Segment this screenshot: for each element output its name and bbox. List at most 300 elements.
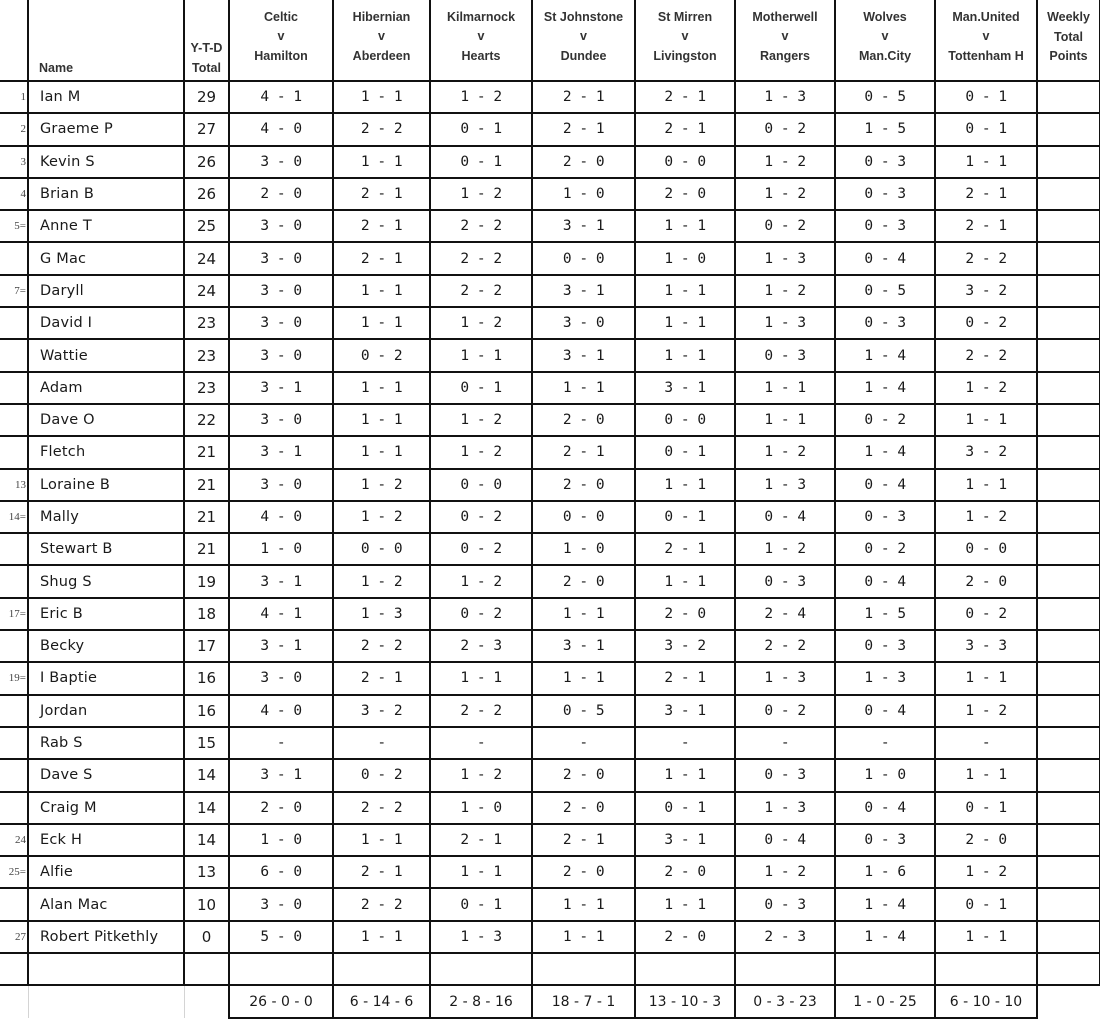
prediction-cell: 0 - 3 <box>735 339 835 371</box>
player-name: Daryll <box>28 275 184 307</box>
prediction-cell: 1 - 2 <box>935 695 1037 727</box>
prediction-cell: 0 - 3 <box>835 178 935 210</box>
blank-cell <box>835 953 935 985</box>
prediction-cell: 1 - 1 <box>635 307 735 339</box>
ytd-total: 23 <box>184 372 229 404</box>
prediction-cell: 1 - 1 <box>430 856 532 888</box>
weekly-points-cell <box>1037 436 1100 468</box>
prediction-cell: 1 - 1 <box>635 275 735 307</box>
prediction-cell: 2 - 1 <box>935 178 1037 210</box>
table-row <box>0 824 1100 856</box>
table-row <box>0 275 1100 307</box>
rank-cell <box>0 630 28 662</box>
player-rows <box>0 81 1100 953</box>
away-team: Hearts <box>461 48 501 63</box>
weekly-points-cell <box>1037 630 1100 662</box>
prediction-cell: 1 - 3 <box>735 242 835 274</box>
prediction-cell: 1 - 1 <box>333 275 430 307</box>
prediction-cell: 2 - 2 <box>333 630 430 662</box>
prediction-cell: 1 - 1 <box>935 404 1037 436</box>
rank-cell: 25= <box>0 856 28 888</box>
player-name: Dave S <box>28 759 184 791</box>
rank-cell: 19= <box>0 662 28 694</box>
prediction-cell: 2 - 2 <box>735 630 835 662</box>
ytd-total: 14 <box>184 824 229 856</box>
prediction-cell: 0 - 5 <box>835 275 935 307</box>
prediction-cell: 6 - 0 <box>229 856 333 888</box>
weekly-points-header <box>1037 0 1100 81</box>
home-team: Wolves <box>863 9 907 24</box>
totals-row <box>0 985 1100 1018</box>
rank-cell <box>0 888 28 920</box>
prediction-cell: 0 - 4 <box>835 242 935 274</box>
ytd-total: 26 <box>184 178 229 210</box>
prediction-cell: 3 - 0 <box>229 469 333 501</box>
prediction-cell: 3 - 0 <box>532 307 635 339</box>
prediction-cell: 0 - 1 <box>935 792 1037 824</box>
prediction-cell: 3 - 2 <box>935 436 1037 468</box>
prediction-cell: 3 - 1 <box>229 436 333 468</box>
prediction-cell: 1 - 2 <box>935 856 1037 888</box>
prediction-cell: 1 - 3 <box>735 792 835 824</box>
prediction-cell: 1 - 2 <box>430 404 532 436</box>
table-row <box>0 469 1100 501</box>
prediction-cell: 1 - 1 <box>635 759 735 791</box>
blank-cell <box>0 953 28 985</box>
rank-cell: 13 <box>0 469 28 501</box>
weekly-header-line2: Total <box>1054 29 1083 44</box>
prediction-cell: 0 - 1 <box>935 888 1037 920</box>
blank-cell <box>635 953 735 985</box>
prediction-cell: 1 - 4 <box>835 372 935 404</box>
prediction-cell: 1 - 1 <box>935 662 1037 694</box>
prediction-cell: 3 - 1 <box>635 824 735 856</box>
prediction-cell: 0 - 3 <box>835 501 935 533</box>
prediction-cell: 0 - 1 <box>430 113 532 145</box>
prediction-cell: 3 - 0 <box>229 307 333 339</box>
prediction-cell: 2 - 0 <box>532 565 635 597</box>
weekly-points-cell <box>1037 242 1100 274</box>
prediction-cell: 2 - 1 <box>333 662 430 694</box>
rank-cell: 17= <box>0 598 28 630</box>
weekly-points-cell <box>1037 888 1100 920</box>
prediction-cell: 3 - 2 <box>935 275 1037 307</box>
prediction-cell: 3 - 1 <box>229 759 333 791</box>
rank-cell: 5= <box>0 210 28 242</box>
prediction-cell: 3 - 2 <box>635 630 735 662</box>
table-row <box>0 146 1100 178</box>
prediction-cell: 2 - 1 <box>935 210 1037 242</box>
ytd-total: 22 <box>184 404 229 436</box>
prediction-cell: 1 - 1 <box>333 81 430 113</box>
blank-cell <box>184 953 229 985</box>
home-team: St Johnstone <box>543 9 624 24</box>
prediction-cell: 2 - 1 <box>333 210 430 242</box>
away-team: Livingston <box>653 48 717 63</box>
prediction-cell: 1 - 1 <box>532 921 635 953</box>
player-name: Eck H <box>28 824 184 856</box>
prediction-cell: 1 - 1 <box>735 404 835 436</box>
weekly-points-cell <box>1037 501 1100 533</box>
prediction-cell: 2 - 3 <box>735 921 835 953</box>
rank-cell <box>0 339 28 371</box>
table-row <box>0 339 1100 371</box>
prediction-cell: 3 - 3 <box>935 630 1037 662</box>
prediction-cell: 2 - 2 <box>430 275 532 307</box>
ytd-total: 19 <box>184 565 229 597</box>
weekly-header-line3: Points <box>1049 49 1088 63</box>
weekly-header-line1: Weekly <box>1047 10 1090 24</box>
match-total-2: 6 - 14 - 6 <box>333 985 430 1018</box>
prediction-cell: 1 - 2 <box>430 436 532 468</box>
prediction-cell: - <box>935 727 1037 759</box>
prediction-cell: 2 - 0 <box>532 759 635 791</box>
table-row <box>0 501 1100 533</box>
prediction-cell: 1 - 4 <box>835 888 935 920</box>
prediction-cell: 2 - 2 <box>430 695 532 727</box>
name-header: Name <box>28 0 184 81</box>
player-name: Becky <box>28 630 184 662</box>
prediction-cell: 2 - 0 <box>532 404 635 436</box>
match-total-8: 6 - 10 - 10 <box>935 985 1037 1018</box>
prediction-cell: 1 - 1 <box>333 436 430 468</box>
weekly-points-cell <box>1037 824 1100 856</box>
prediction-cell: 3 - 1 <box>635 372 735 404</box>
prediction-cell: 1 - 1 <box>532 372 635 404</box>
prediction-cell: 1 - 1 <box>333 921 430 953</box>
prediction-cell: 1 - 2 <box>333 469 430 501</box>
prediction-cell: 2 - 1 <box>635 113 735 145</box>
prediction-cell: 0 - 3 <box>835 210 935 242</box>
ytd-total: 16 <box>184 695 229 727</box>
prediction-cell: 1 - 1 <box>635 565 735 597</box>
table-row <box>0 210 1100 242</box>
ytd-total: 29 <box>184 81 229 113</box>
versus: v <box>277 29 285 44</box>
prediction-cell: 2 - 1 <box>532 824 635 856</box>
prediction-cell: 1 - 2 <box>333 565 430 597</box>
prediction-cell: 1 - 1 <box>333 824 430 856</box>
prediction-cell: 2 - 2 <box>333 888 430 920</box>
blank-cell <box>532 953 635 985</box>
ytd-total: 24 <box>184 242 229 274</box>
table-row <box>0 888 1100 920</box>
prediction-cell: 2 - 0 <box>635 598 735 630</box>
rank-cell: 3 <box>0 146 28 178</box>
prediction-cell: 2 - 0 <box>229 792 333 824</box>
match-header-1 <box>229 0 333 81</box>
prediction-cell: 1 - 2 <box>430 565 532 597</box>
prediction-cell: 1 - 5 <box>835 598 935 630</box>
prediction-cell: 1 - 0 <box>430 792 532 824</box>
ytd-total: 17 <box>184 630 229 662</box>
table-row <box>0 533 1100 565</box>
weekly-points-cell <box>1037 533 1100 565</box>
rank-cell <box>0 436 28 468</box>
prediction-cell: 0 - 2 <box>333 759 430 791</box>
table-row <box>0 436 1100 468</box>
rank-cell <box>0 242 28 274</box>
weekly-points-cell <box>1037 662 1100 694</box>
prediction-cell: 1 - 2 <box>430 178 532 210</box>
prediction-cell: 1 - 1 <box>635 210 735 242</box>
rank-cell: 4 <box>0 178 28 210</box>
prediction-cell: 1 - 2 <box>935 501 1037 533</box>
prediction-cell: 0 - 1 <box>935 81 1037 113</box>
weekly-points-cell <box>1037 695 1100 727</box>
ytd-total: 16 <box>184 662 229 694</box>
ytd-total: 13 <box>184 856 229 888</box>
versus: v <box>378 29 385 44</box>
player-name: Stewart B <box>28 533 184 565</box>
footer-empty-cell <box>1037 985 1100 1018</box>
weekly-points-cell <box>1037 404 1100 436</box>
prediction-cell: 1 - 0 <box>532 178 635 210</box>
prediction-cell: 1 - 0 <box>229 533 333 565</box>
weekly-points-cell <box>1037 275 1100 307</box>
prediction-cell: 2 - 1 <box>333 856 430 888</box>
prediction-cell: 1 - 1 <box>430 662 532 694</box>
rank-cell <box>0 307 28 339</box>
player-name: Shug S <box>28 565 184 597</box>
weekly-points-cell <box>1037 339 1100 371</box>
home-team: St Mirren <box>657 9 713 24</box>
prediction-cell: 2 - 0 <box>532 792 635 824</box>
prediction-cell: 2 - 2 <box>935 242 1037 274</box>
blank-cell <box>935 953 1037 985</box>
ytd-total: 23 <box>184 307 229 339</box>
prediction-cell: 1 - 1 <box>532 662 635 694</box>
match-header-5 <box>635 0 735 81</box>
prediction-cell: 3 - 0 <box>229 339 333 371</box>
footer-empty-cell <box>28 985 184 1018</box>
prediction-cell: 0 - 4 <box>835 792 935 824</box>
away-team: Rangers <box>759 48 811 63</box>
prediction-cell: 3 - 1 <box>532 275 635 307</box>
rank-cell: 1 <box>0 81 28 113</box>
versus: v <box>781 29 789 44</box>
prediction-cell: 1 - 1 <box>532 888 635 920</box>
prediction-cell: 1 - 4 <box>835 436 935 468</box>
away-team: Dundee <box>560 48 607 63</box>
table-row <box>0 792 1100 824</box>
rank-cell: 24 <box>0 824 28 856</box>
prediction-cell: 0 - 2 <box>835 533 935 565</box>
home-team: Man.United <box>952 9 1020 24</box>
prediction-cell: 2 - 2 <box>333 792 430 824</box>
prediction-cell: 1 - 1 <box>532 598 635 630</box>
ytd-total: 21 <box>184 501 229 533</box>
match-total-4: 18 - 7 - 1 <box>532 985 635 1018</box>
prediction-cell: 1 - 3 <box>735 469 835 501</box>
prediction-cell: 1 - 1 <box>635 469 735 501</box>
prediction-cell: 2 - 1 <box>532 436 635 468</box>
rank-cell <box>0 533 28 565</box>
prediction-cell: 1 - 2 <box>735 146 835 178</box>
prediction-cell: 1 - 2 <box>333 501 430 533</box>
prediction-cell: 3 - 0 <box>229 275 333 307</box>
table-row <box>0 113 1100 145</box>
weekly-points-cell <box>1037 307 1100 339</box>
prediction-cell: 0 - 3 <box>835 146 935 178</box>
rank-cell <box>0 792 28 824</box>
prediction-cell: 1 - 3 <box>735 81 835 113</box>
player-name: Kevin S <box>28 146 184 178</box>
rank-cell <box>0 695 28 727</box>
ytd-total: 21 <box>184 469 229 501</box>
prediction-cell: 1 - 2 <box>735 533 835 565</box>
ytd-total: 14 <box>184 792 229 824</box>
rank-header <box>0 0 28 81</box>
match-header-4 <box>532 0 635 81</box>
prediction-cell: 1 - 2 <box>735 178 835 210</box>
weekly-points-cell <box>1037 727 1100 759</box>
prediction-cell: 1 - 0 <box>835 759 935 791</box>
table-row <box>0 178 1100 210</box>
weekly-points-cell <box>1037 146 1100 178</box>
prediction-cell: 1 - 2 <box>735 275 835 307</box>
prediction-cell: - <box>229 727 333 759</box>
player-name: Rab S <box>28 727 184 759</box>
ytd-total: 24 <box>184 275 229 307</box>
match-total-7: 1 - 0 - 25 <box>835 985 935 1018</box>
prediction-cell: 1 - 0 <box>229 824 333 856</box>
header-row <box>0 0 1100 81</box>
match-total-6: 0 - 3 - 23 <box>735 985 835 1018</box>
prediction-cell: 1 - 0 <box>635 242 735 274</box>
prediction-cell: 3 - 1 <box>635 695 735 727</box>
prediction-cell: 2 - 0 <box>635 178 735 210</box>
match-total-5: 13 - 10 - 3 <box>635 985 735 1018</box>
away-team: Man.City <box>858 48 912 63</box>
ytd-total: 25 <box>184 210 229 242</box>
prediction-cell: 2 - 1 <box>635 662 735 694</box>
prediction-cell: 1 - 3 <box>333 598 430 630</box>
player-name: Eric B <box>28 598 184 630</box>
table-row <box>0 81 1100 113</box>
versus: v <box>477 29 485 44</box>
prediction-cell: 4 - 1 <box>229 598 333 630</box>
table-row <box>0 662 1100 694</box>
player-name: Jordan <box>28 695 184 727</box>
prediction-cell: 2 - 1 <box>333 178 430 210</box>
prediction-cell: 3 - 1 <box>532 339 635 371</box>
prediction-cell: 0 - 1 <box>935 113 1037 145</box>
table-row <box>0 242 1100 274</box>
ytd-total: 27 <box>184 113 229 145</box>
blank-cell <box>735 953 835 985</box>
prediction-cell: 0 - 0 <box>532 242 635 274</box>
prediction-cell: 0 - 1 <box>430 372 532 404</box>
player-name: G Mac <box>28 242 184 274</box>
blank-cell <box>28 953 184 985</box>
weekly-points-cell <box>1037 113 1100 145</box>
prediction-cell: 2 - 1 <box>635 533 735 565</box>
prediction-cell: - <box>735 727 835 759</box>
prediction-cell: 1 - 1 <box>333 372 430 404</box>
prediction-cell: 2 - 1 <box>333 242 430 274</box>
prediction-cell: 1 - 2 <box>430 81 532 113</box>
footer-empty-cell <box>0 985 28 1018</box>
prediction-cell: 0 - 1 <box>430 888 532 920</box>
prediction-cell: 2 - 2 <box>935 339 1037 371</box>
player-name: Wattie <box>28 339 184 371</box>
versus: v <box>681 29 689 44</box>
match-header-6 <box>735 0 835 81</box>
prediction-cell: 0 - 2 <box>835 404 935 436</box>
prediction-cell: 0 - 2 <box>430 501 532 533</box>
prediction-cell: 2 - 0 <box>229 178 333 210</box>
ytd-total: 23 <box>184 339 229 371</box>
blank-cell <box>333 953 430 985</box>
table-row <box>0 727 1100 759</box>
prediction-cell: 1 - 1 <box>935 146 1037 178</box>
prediction-cell: 0 - 0 <box>430 469 532 501</box>
prediction-cell: 1 - 1 <box>635 339 735 371</box>
prediction-cell: 3 - 0 <box>229 662 333 694</box>
prediction-cell: 1 - 6 <box>835 856 935 888</box>
weekly-points-cell <box>1037 469 1100 501</box>
prediction-cell: 4 - 0 <box>229 113 333 145</box>
prediction-cell: 1 - 1 <box>735 372 835 404</box>
prediction-cell: 3 - 1 <box>229 372 333 404</box>
weekly-points-cell <box>1037 210 1100 242</box>
prediction-cell: 2 - 2 <box>430 242 532 274</box>
prediction-cell: 2 - 1 <box>430 824 532 856</box>
home-team: Hibernian <box>352 9 411 24</box>
prediction-cell: 3 - 1 <box>532 630 635 662</box>
prediction-cell: 0 - 2 <box>430 533 532 565</box>
match-header-3 <box>430 0 532 81</box>
player-name: Ian M <box>28 81 184 113</box>
prediction-cell: 2 - 2 <box>430 210 532 242</box>
prediction-cell: 1 - 5 <box>835 113 935 145</box>
prediction-cell: 0 - 0 <box>635 404 735 436</box>
prediction-cell: 1 - 1 <box>635 888 735 920</box>
player-name: Dave O <box>28 404 184 436</box>
prediction-cell: 3 - 0 <box>229 146 333 178</box>
prediction-cell: 3 - 1 <box>229 630 333 662</box>
prediction-cell: 2 - 1 <box>635 81 735 113</box>
weekly-points-cell <box>1037 565 1100 597</box>
prediction-cell: 0 - 1 <box>635 436 735 468</box>
rank-cell <box>0 759 28 791</box>
prediction-cell: 0 - 4 <box>835 565 935 597</box>
weekly-points-cell <box>1037 598 1100 630</box>
ytd-total: 10 <box>184 888 229 920</box>
player-name: Craig M <box>28 792 184 824</box>
prediction-cell: 2 - 3 <box>430 630 532 662</box>
weekly-points-cell <box>1037 921 1100 953</box>
ytd-header-line2: Total <box>192 60 221 75</box>
home-team: Kilmarnock <box>446 9 516 24</box>
player-name: Brian B <box>28 178 184 210</box>
prediction-cell: - <box>635 727 735 759</box>
prediction-cell: 0 - 3 <box>835 307 935 339</box>
rank-cell <box>0 372 28 404</box>
prediction-cell: 1 - 2 <box>430 759 532 791</box>
weekly-points-cell <box>1037 856 1100 888</box>
weekly-points-cell <box>1037 372 1100 404</box>
blank-row <box>0 953 1100 985</box>
prediction-cell: - <box>333 727 430 759</box>
prediction-cell: 0 - 3 <box>735 565 835 597</box>
prediction-cell: 3 - 1 <box>229 565 333 597</box>
versus: v <box>580 29 587 44</box>
rank-cell <box>0 565 28 597</box>
player-name: Alan Mac <box>28 888 184 920</box>
prediction-cell: 2 - 4 <box>735 598 835 630</box>
